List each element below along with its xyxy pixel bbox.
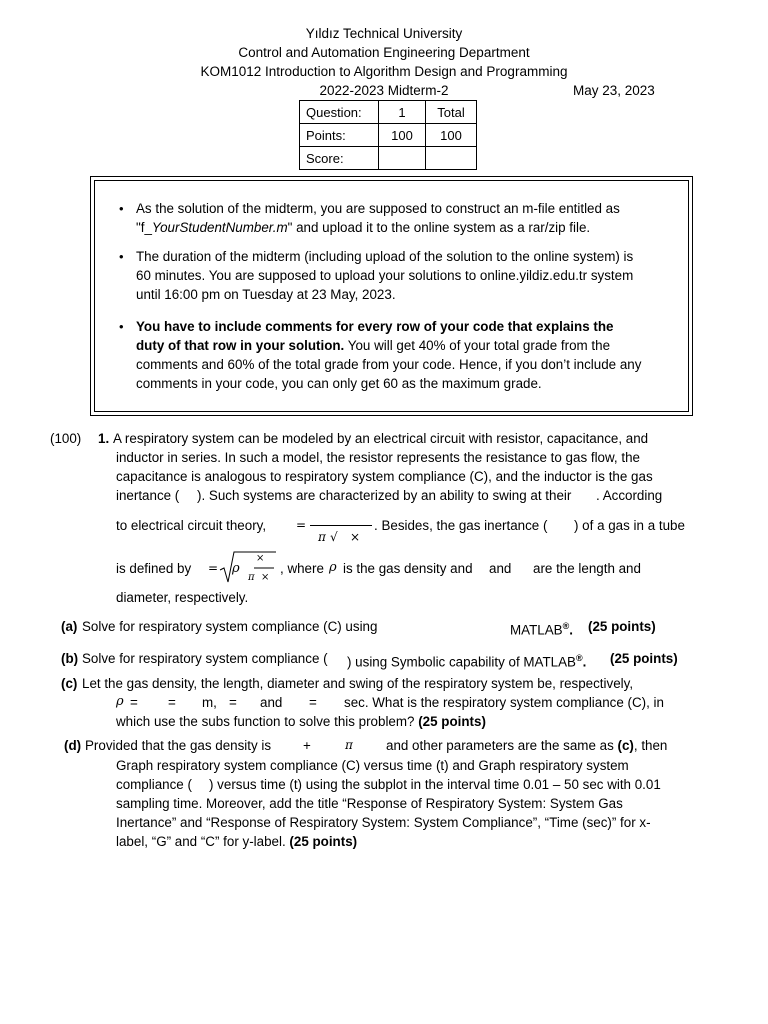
part-c-and: and	[260, 695, 283, 710]
definition-and: and	[489, 561, 512, 576]
score-total-cell	[426, 147, 477, 170]
part-b-text1: Solve for respiratory system compliance (	[82, 651, 328, 666]
part-b-text2: ) using Symbolic capability of MATLAB®.	[347, 653, 587, 670]
equals-sign: =	[296, 518, 307, 532]
part-d-label: (d)	[64, 738, 82, 753]
plus-sign: +	[303, 738, 311, 753]
formula-text-c: ) of a gas in a tube	[574, 518, 685, 533]
part-c-line-3: which use the subs function to solve this problem? (25 points)	[116, 714, 486, 729]
bullet-icon: •	[119, 249, 124, 264]
fraction-bar	[310, 525, 372, 526]
part-d-line-3b: ) versus time (t) using the subplot in the interval time 0.01 – 50 sec with 0.01	[209, 777, 661, 792]
part-a-text: Solve for respiratory system compliance (C) using	[82, 619, 378, 634]
part-d-line-4: sampling time. Moreover, add the title “Response of Respiratory System: System Gas	[116, 796, 623, 811]
question-number: 1.	[98, 431, 110, 446]
equals-sign: =	[309, 695, 317, 710]
instruction-3: You have to include comments for every row of your code that explains the duty of that row in your solution. You will get 40% of your total grade from the comments and 60% of the total grade from your code. Hence, if you don’t include any comments in your code, you can only get 60 as the maximum grade.	[136, 319, 642, 391]
part-c-m: m,	[202, 695, 217, 710]
department-name: Control and Automation Engineering Department	[238, 45, 530, 60]
times-symbol: ×	[350, 530, 361, 544]
exam-date: May 23, 2023	[573, 83, 655, 98]
total-label: Total	[426, 101, 477, 124]
formula-text-b: . Besides, the gas inertance (	[374, 518, 548, 533]
question-line-4c: . According	[596, 488, 663, 503]
pi-symbol: π	[318, 530, 326, 544]
question-number: 1	[379, 101, 426, 124]
rho-symbol: ρ	[116, 694, 124, 709]
definition-intro: is defined by	[116, 561, 192, 576]
course-title: KOM1012 Introduction to Algorithm Design and Programming	[200, 64, 568, 79]
equals-sign: =	[208, 561, 219, 575]
part-c-label: (c)	[61, 676, 78, 691]
pi-symbol: π	[345, 738, 353, 752]
points-value: 100	[379, 124, 426, 147]
points-label: Points:	[300, 124, 379, 147]
bullet-icon: •	[119, 201, 124, 216]
rho-symbol: ρ	[232, 561, 240, 576]
equals-sign: =	[168, 695, 176, 710]
question-line-1: A respiratory system can be modeled by an electrical circuit with resistor, capacitance, and	[113, 431, 649, 446]
sqrt-symbol: √	[330, 530, 338, 544]
question-line-2: inductor in series. In such a model, the resistor represents the resistance to gas flow, the	[116, 450, 640, 465]
part-b-points: (25 points)	[610, 651, 678, 666]
pi-symbol: π	[248, 572, 255, 583]
question-line-3: capacitance is analogous to respiratory system compliance (C), and the inductor is the gas	[116, 469, 653, 484]
part-c-line-1: Let the gas density, the length, diameter and swing of the respiratory system be, respectively,	[82, 676, 634, 691]
part-a-matlab: MATLAB®.	[510, 621, 573, 638]
part-d-line-3a: compliance (	[116, 777, 192, 792]
question-points: (100)	[50, 431, 82, 446]
part-b-label: (b)	[61, 651, 79, 666]
question-line-4a: inertance (	[116, 488, 180, 503]
part-d-line-1a: Provided that the gas density is	[85, 738, 272, 753]
part-d-line-2: Graph respiratory system compliance (C) versus time (t) and Graph respiratory system	[116, 758, 629, 773]
exam-title: 2022-2023 Midterm-2	[319, 83, 449, 98]
times-symbol: ×	[261, 572, 270, 583]
instruction-1: As the solution of the midterm, you are supposed to construct an m-file entitled as "f_YourStudentNumber.m" and upload it to the online system as a rar/zip file.	[136, 201, 620, 235]
question-label: Question:	[300, 101, 379, 124]
definition-density: is the gas density and	[343, 561, 473, 576]
times-symbol: ×	[256, 553, 265, 564]
score-cell	[379, 147, 426, 170]
points-total: 100	[426, 124, 477, 147]
part-a-points: (25 points)	[588, 619, 656, 634]
score-table	[299, 100, 477, 170]
part-d-line-6: label, “G” and “C” for y-label. (25 points)	[116, 834, 358, 849]
part-d-line-1b: and other parameters are the same as (c), then	[386, 738, 668, 753]
definition-where: , where	[280, 561, 324, 576]
part-a-label: (a)	[61, 619, 78, 634]
rho-symbol: ρ	[329, 560, 337, 575]
score-label: Score:	[300, 147, 379, 170]
definition-length: are the length and	[533, 561, 641, 576]
university-name: Yıldız Technical University	[305, 26, 463, 41]
definition-end: diameter, respectively.	[116, 590, 249, 605]
formula-intro: to electrical circuit theory,	[116, 518, 267, 533]
equals-sign: =	[229, 695, 237, 710]
part-c-line-2: sec. What is the respiratory system compliance (C), in	[344, 695, 664, 710]
equals-sign: =	[130, 695, 138, 710]
question-line-4b: ). Such systems are characterized by an ability to swing at their	[197, 488, 572, 503]
bullet-icon: •	[119, 319, 124, 334]
instruction-2: The duration of the midterm (including upload of the solution to the online system) is 60 minutes. You are supposed to upload your solutions to online.yildiz.edu.tr system until 16:00 pm on Tuesday at 23 May, 2023.	[136, 249, 634, 302]
part-d-line-5: Inertance” and “Response of Respiratory System: System Compliance”, “Time (sec)” for x-	[116, 815, 651, 830]
